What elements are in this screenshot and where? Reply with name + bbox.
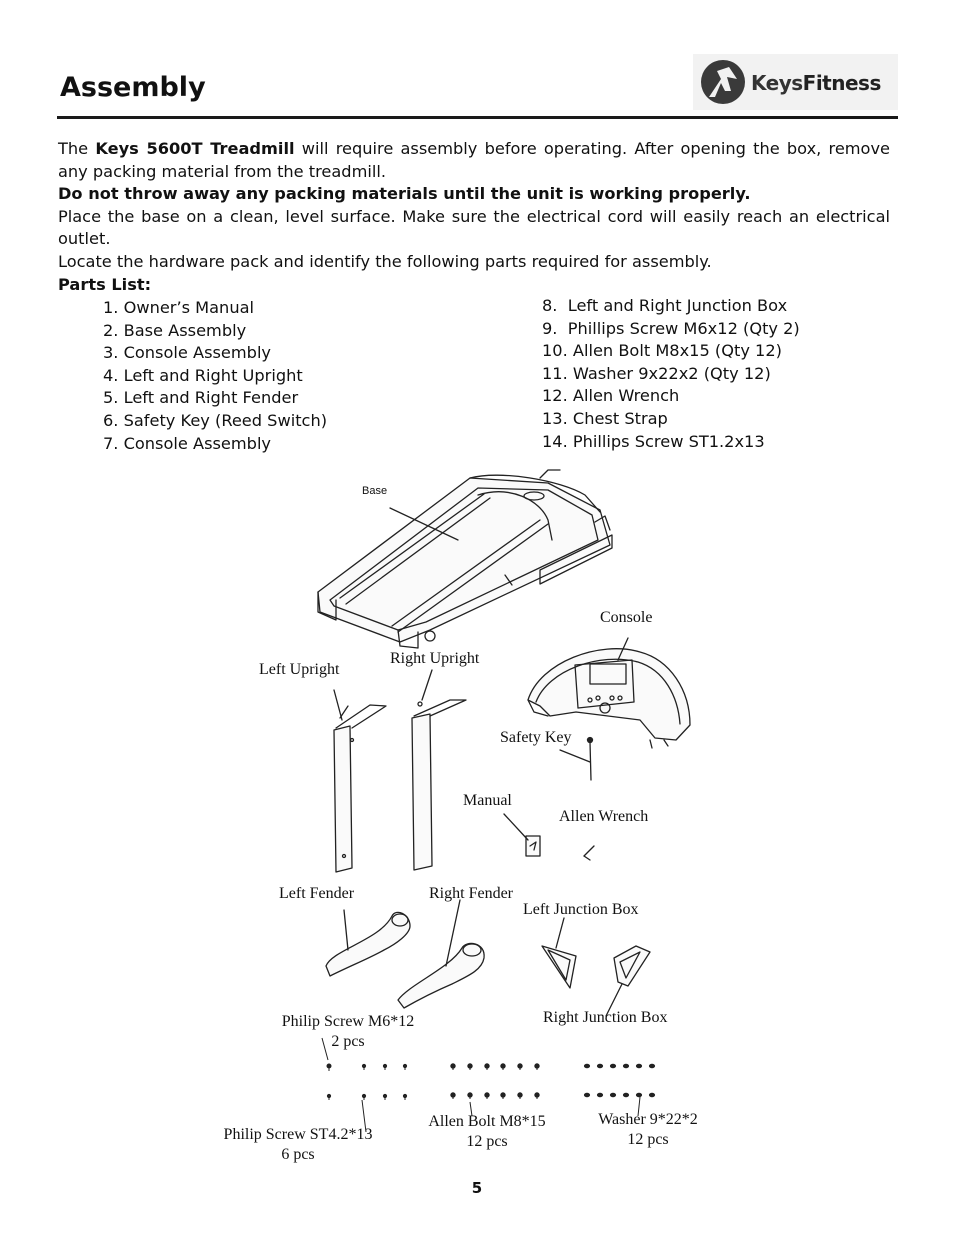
allen-wrench-drawing — [584, 846, 594, 860]
list-item: 8. Left and Right Junction Box — [542, 296, 788, 315]
logo-text-keys: Keys — [751, 71, 803, 95]
logo-text-fitness: Fitness — [802, 71, 881, 95]
label-right-upright: Right Upright — [390, 650, 480, 667]
list-item: 14. Phillips Screw ST1.2x13 — [542, 431, 765, 451]
list-item: 10. Allen Bolt M8x15 (Qty 12) — [542, 341, 782, 361]
allen-bolt-name: Allen Bolt M8*15 — [428, 1113, 546, 1130]
label-philip-screw-m6 — [268, 1013, 428, 1051]
list-item: 13. Chest Strap — [542, 408, 668, 428]
page-number: 5 — [471, 1179, 483, 1197]
label-left-fender: Left Fender — [279, 885, 355, 902]
label-right-junction-box: Right Junction Box — [543, 1009, 668, 1026]
intro-paragraph-3: Locate the hardware pack and identify the following parts required for assembly. — [58, 251, 712, 271]
philip-m6-name: Philip Screw M6*12 — [281, 1013, 415, 1030]
parts-list-heading: Parts List: — [58, 274, 152, 294]
washer-qty: 12 pcs — [627, 1131, 669, 1148]
label-allen-bolt — [414, 1113, 560, 1151]
left-upright-drawing — [334, 690, 386, 872]
list-item: 11. Washer 9x22x2 (Qty 12) — [542, 363, 771, 383]
product-name: Keys 5600T Treadmill — [95, 139, 295, 158]
list-item: 2. Base Assembly — [103, 320, 247, 340]
right-fender-drawing — [398, 900, 484, 1008]
warning-bold: Do not throw away any packing materials until the unit is working properly. — [58, 184, 751, 204]
allen-bolt-qty: 12 pcs — [466, 1133, 508, 1150]
list-item: 6. Safety Key (Reed Switch) — [103, 410, 328, 430]
label-allen-wrench: Allen Wrench — [559, 808, 649, 825]
label-right-fender: Right Fender — [429, 885, 513, 902]
label-left-upright: Left Upright — [259, 661, 340, 678]
label-safety-key: Safety Key — [500, 729, 572, 746]
label-philip-screw-st — [210, 1126, 386, 1164]
washer-name: Washer 9*22*2 — [598, 1111, 698, 1128]
list-item: 3. Console Assembly — [103, 343, 272, 363]
list-item: 4. Left and Right Upright — [103, 365, 303, 385]
list-item: 5. Left and Right Fender — [103, 388, 299, 408]
label-console: Console — [600, 609, 653, 626]
list-item: 12. Allen Wrench — [542, 386, 680, 406]
philip-st-name: Philip Screw ST4.2*13 — [223, 1126, 373, 1143]
list-item: 9. Phillips Screw M6x12 (Qty 2) — [542, 318, 800, 338]
right-upright-drawing — [412, 670, 466, 870]
philip-m6-qty: 2 pcs — [331, 1033, 365, 1050]
left-junction-box-drawing — [542, 918, 576, 988]
label-left-junction-box: Left Junction Box — [523, 901, 639, 918]
intro-paragraph-2: Place the base on a clean, level surface. Make sure the electrical cord will easily reach an electrical outlet. — [58, 206, 890, 249]
label-base: Base — [362, 485, 388, 497]
left-fender-drawing — [326, 910, 410, 976]
label-washer — [578, 1111, 718, 1149]
page-title: Assembly — [60, 72, 206, 103]
label-manual: Manual — [463, 792, 512, 809]
philip-st-qty: 6 pcs — [281, 1146, 315, 1163]
intro-suffix: will require assembly before operating. After opening the box, remove any packing material from the treadmill. — [58, 139, 890, 181]
right-junction-box-drawing — [606, 946, 650, 1016]
list-item: 1. Owner’s Manual — [103, 298, 254, 317]
manual-drawing — [504, 814, 540, 856]
list-item: 7. Console Assembly — [103, 433, 272, 453]
intro-prefix: The — [58, 139, 96, 158]
